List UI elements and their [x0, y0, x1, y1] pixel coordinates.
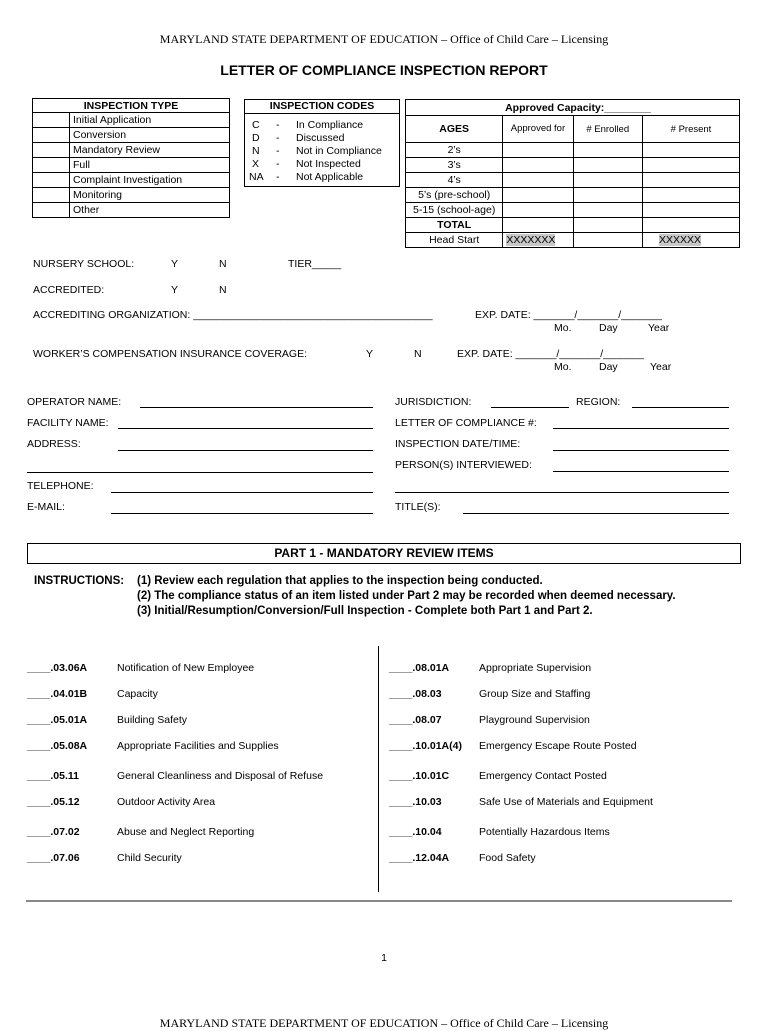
inspection-codes-box — [244, 99, 400, 187]
cell-input[interactable] — [503, 188, 573, 203]
head-start-approved: XXXXXXX — [503, 233, 573, 248]
letter-of-compliance-label: LETTER OF COMPLIANCE #: — [395, 417, 537, 429]
month-label: Mo. — [554, 322, 572, 334]
bottom-rule — [26, 900, 732, 902]
cell-input[interactable] — [573, 143, 642, 158]
address-label: ADDRESS: — [27, 438, 81, 450]
department-header: MARYLAND STATE DEPARTMENT OF EDUCATION – Office of Child Care – Licensing — [159, 32, 609, 46]
month-label: Mo. — [554, 361, 572, 373]
year-label: Year — [648, 322, 670, 334]
cell-input[interactable] — [642, 203, 739, 218]
persons-interviewed-input-line2[interactable] — [395, 492, 729, 493]
telephone-input[interactable] — [111, 492, 373, 493]
review-item[interactable]: ____.08.07 Playground Supervision — [389, 714, 590, 726]
capacity-table — [405, 99, 740, 248]
day-label: Day — [599, 322, 618, 334]
persons-interviewed-input[interactable] — [553, 471, 729, 472]
next-page-header: MARYLAND STATE DEPARTMENT OF EDUCATION – Office of Child Care – Licensing — [159, 1016, 609, 1030]
inspection-type-option: Mandatory Review — [70, 143, 230, 158]
jurisdiction-input[interactable] — [491, 407, 569, 408]
age-row-label: 2’s — [406, 143, 503, 158]
nursery-no[interactable]: N — [219, 258, 227, 270]
review-item[interactable]: ____.12.04A Food Safety — [389, 852, 536, 864]
instruction-line: (3) Initial/Resumption/Conversion/Full Inspection - Complete both Part 1 and Part 2. — [137, 605, 593, 617]
review-item[interactable]: ____.05.08A Appropriate Facilities and Supplies — [27, 740, 279, 752]
cell-input[interactable] — [573, 203, 642, 218]
workers-comp-yes[interactable]: Y — [366, 348, 374, 360]
workers-comp-no[interactable]: N — [414, 348, 422, 360]
total-row-label: TOTAL — [406, 218, 503, 233]
inspection-type-option: Other — [70, 203, 230, 218]
inspection-type-option: Complaint Investigation — [70, 173, 230, 188]
review-item[interactable]: ____.05.11 General Cleanliness and Disposal of Refuse — [27, 770, 324, 782]
enrolled-header: # Enrolled — [573, 116, 642, 143]
checkbox[interactable] — [33, 128, 70, 143]
nursery-school-label: NURSERY SCHOOL: — [33, 258, 135, 270]
nursery-yes[interactable]: Y — [171, 258, 179, 270]
inspection-codes-heading: INSPECTION CODES — [245, 100, 399, 114]
titles-input[interactable] — [463, 513, 729, 514]
column-divider — [378, 646, 379, 892]
letter-of-compliance-input[interactable] — [553, 428, 729, 429]
accrediting-exp-date[interactable]: EXP. DATE: _______/_______/_______ — [475, 309, 663, 321]
region-input[interactable] — [632, 407, 729, 408]
checkbox[interactable] — [33, 188, 70, 203]
age-row-label: 5’s (pre-school) — [406, 188, 503, 203]
review-item[interactable]: ____.04.01B Capacity — [27, 688, 158, 700]
ages-header: AGES — [406, 116, 503, 143]
day-label: Day — [599, 361, 618, 373]
inspection-type-table — [32, 98, 230, 218]
age-row-label: 4’s — [406, 173, 503, 188]
inspection-type-option: Conversion — [70, 128, 230, 143]
facility-name-input[interactable] — [118, 428, 373, 429]
operator-name-input[interactable] — [140, 407, 373, 408]
review-item[interactable]: ____.10.03 Safe Use of Materials and Equipment — [389, 796, 653, 808]
review-item[interactable]: ____.05.12 Outdoor Activity Area — [27, 796, 216, 808]
cell-input[interactable] — [503, 158, 573, 173]
instructions-label: INSTRUCTIONS: — [34, 575, 125, 587]
cell-input[interactable] — [573, 233, 642, 248]
review-item[interactable]: ____.07.02 Abuse and Neglect Reporting — [27, 826, 255, 838]
head-start-label: Head Start — [406, 233, 503, 248]
cell-input[interactable] — [503, 218, 573, 233]
address-input-line2[interactable] — [27, 472, 373, 473]
inspection-type-option: Monitoring — [70, 188, 230, 203]
cell-input[interactable] — [573, 173, 642, 188]
cell-input[interactable] — [573, 188, 642, 203]
checkbox[interactable] — [33, 113, 70, 128]
code-row: C - In Compliance — [252, 119, 364, 131]
checkbox[interactable] — [33, 143, 70, 158]
region-label: REGION: — [576, 396, 621, 408]
persons-interviewed-label: PERSON(S) INTERVIEWED: — [395, 459, 532, 471]
year-label: Year — [650, 361, 672, 373]
checkbox[interactable] — [33, 173, 70, 188]
facility-name-label: FACILITY NAME: — [27, 417, 109, 429]
email-label: E-MAIL: — [27, 501, 65, 513]
accredited-label: ACCREDITED: — [33, 284, 105, 296]
jurisdiction-label: JURISDICTION: — [395, 396, 472, 408]
age-row-label: 3’s — [406, 158, 503, 173]
cell-input[interactable] — [503, 143, 573, 158]
address-input[interactable] — [118, 450, 373, 451]
approved-for-header: Approved for — [503, 116, 573, 143]
accredited-no[interactable]: N — [219, 284, 227, 296]
code-row: N - Not in Compliance — [252, 145, 382, 157]
cell-input[interactable] — [642, 173, 739, 188]
head-start-present: XXXXXX — [642, 233, 739, 248]
code-row: NA - Not Applicable — [249, 171, 364, 183]
cell-input[interactable] — [503, 173, 573, 188]
part1-heading: PART 1 - MANDATORY REVIEW ITEMS — [27, 543, 741, 564]
code-row: X - Not Inspected — [252, 158, 361, 170]
review-item[interactable]: ____.08.03 Group Size and Staffing — [389, 688, 591, 700]
telephone-label: TELEPHONE: — [27, 480, 94, 492]
cell-input[interactable] — [503, 203, 573, 218]
page-title: LETTER OF COMPLIANCE INSPECTION REPORT — [220, 62, 548, 78]
email-input[interactable] — [111, 513, 373, 514]
tier-field[interactable]: TIER_____ — [288, 258, 342, 270]
inspection-date-label: INSPECTION DATE/TIME: — [395, 438, 521, 450]
inspection-type-option: Full — [70, 158, 230, 173]
approved-capacity-heading: Approved Capacity:________ — [406, 100, 740, 116]
inspection-date-input[interactable] — [553, 450, 729, 451]
inspection-type-option: Initial Application — [70, 113, 230, 128]
instruction-line: (2) The compliance status of an item listed under Part 2 may be recorded when deemed necessary. — [137, 590, 676, 602]
present-header: # Present — [642, 116, 739, 143]
review-item[interactable]: ____.10.01A(4) Emergency Escape Route Posted — [389, 740, 637, 752]
checkbox[interactable] — [33, 203, 70, 218]
review-item[interactable]: ____.10.01C Emergency Contact Posted — [389, 770, 607, 782]
checkbox[interactable] — [33, 158, 70, 173]
cell-input[interactable] — [642, 143, 739, 158]
review-item[interactable]: ____.10.04 Potentially Hazardous Items — [389, 826, 610, 838]
workers-comp-exp-date[interactable]: EXP. DATE: _______/_______/_______ — [457, 348, 645, 360]
instruction-line: (1) Review each regulation that applies to the inspection being conducted. — [137, 575, 543, 587]
review-item[interactable]: ____.05.01A Building Safety — [27, 714, 188, 726]
review-item[interactable]: ____.03.06A Notification of New Employee — [27, 662, 255, 674]
review-item[interactable]: ____.07.06 Child Security — [27, 852, 182, 864]
titles-label: TITLE(S): — [395, 501, 441, 513]
cell-input[interactable] — [642, 188, 739, 203]
review-item[interactable]: ____.08.01A Appropriate Supervision — [389, 662, 592, 674]
code-row: D - Discussed — [252, 132, 345, 144]
cell-input[interactable] — [573, 158, 642, 173]
accrediting-org-field[interactable]: ACCREDITING ORGANIZATION: _________________________________________ — [33, 309, 433, 321]
cell-input[interactable] — [573, 218, 642, 233]
accredited-yes[interactable]: Y — [171, 284, 179, 296]
inspection-type-heading: INSPECTION TYPE — [33, 99, 230, 113]
age-row-label: 5-15 (school-age) — [406, 203, 503, 218]
page-number: 1 — [381, 952, 387, 964]
cell-input[interactable] — [642, 158, 739, 173]
workers-comp-label: WORKER’S COMPENSATION INSURANCE COVERAGE: — [33, 348, 308, 360]
operator-name-label: OPERATOR NAME: — [27, 396, 122, 408]
cell-input[interactable] — [642, 218, 739, 233]
